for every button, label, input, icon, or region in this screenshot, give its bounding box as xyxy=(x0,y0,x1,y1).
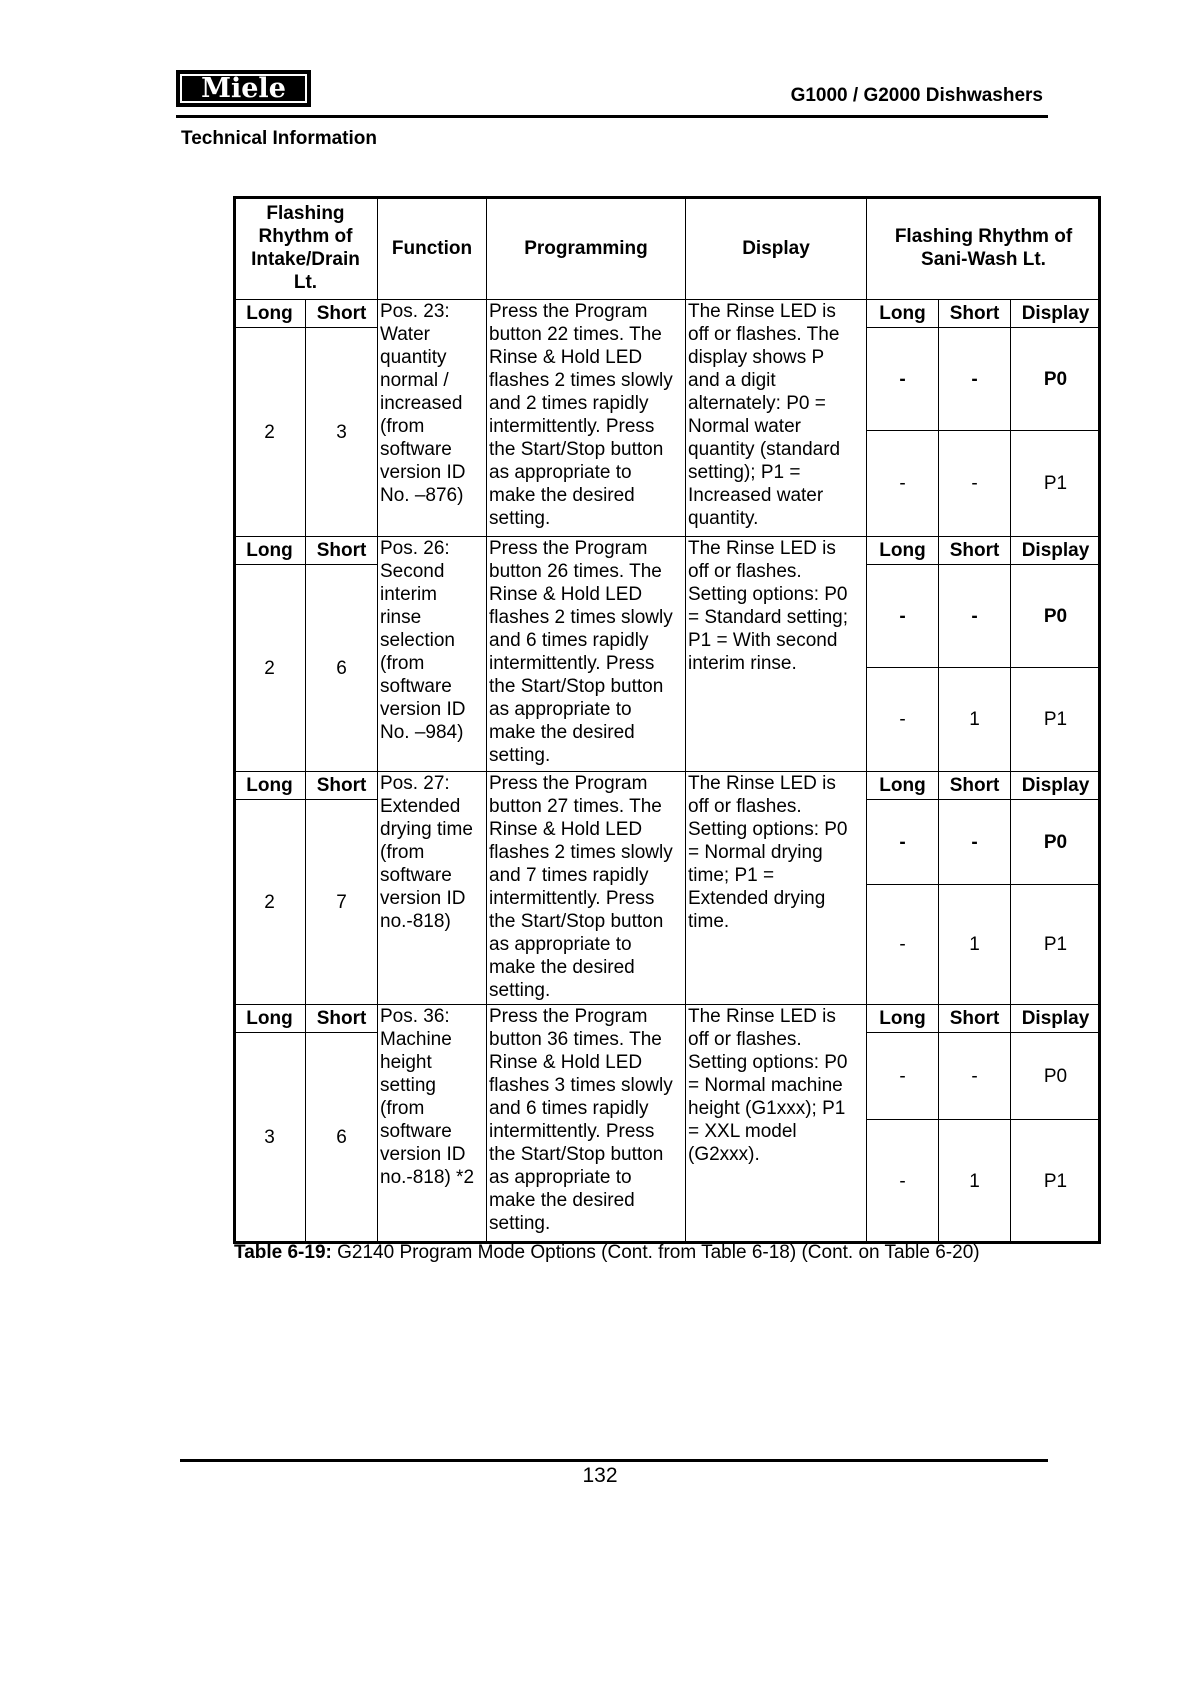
intake-long-label: Long xyxy=(233,299,306,328)
footer-rule xyxy=(180,1459,1048,1462)
intake-short-label: Short xyxy=(305,536,378,565)
saniwash-row-long: - xyxy=(866,430,939,537)
intake-short-value: 6 xyxy=(305,1032,378,1243)
saniwash-row-long: - xyxy=(866,884,939,1005)
col-header-programming: Programming xyxy=(486,196,686,300)
saniwash-display-label: Display xyxy=(1010,1004,1101,1033)
saniwash-row-display: P1 xyxy=(1010,884,1101,1005)
saniwash-short-label: Short xyxy=(938,299,1011,328)
saniwash-long-label: Long xyxy=(866,299,939,328)
saniwash-display-label: Display xyxy=(1010,299,1101,328)
intake-short-value: 6 xyxy=(305,564,378,772)
programming-cell: Press the Program button 27 times. The Rinse & Hold LED flashes 2 times slowly and 7 times rapidly intermittently. Press the Start/Stop button as appropriate to make the desired setting. xyxy=(486,771,686,1005)
caption-label: Table 6-19: xyxy=(234,1242,332,1263)
col-header-saniwash: Flashing Rhythm of Sani-Wash Lt. xyxy=(866,196,1101,300)
function-cell: Pos. 27: Extended drying time (from software version ID no.-818) xyxy=(377,771,487,1005)
saniwash-row-short: - xyxy=(938,1032,1011,1120)
intake-long-value: 2 xyxy=(233,327,306,537)
logo-text: Miele xyxy=(180,74,307,103)
saniwash-long-label: Long xyxy=(866,1004,939,1033)
programming-cell: Press the Program button 22 times. The Rinse & Hold LED flashes 2 times slowly and 2 times rapidly intermittently. Press the Start/Stop button as appropriate to make the desired setting. xyxy=(486,299,686,537)
saniwash-short-label: Short xyxy=(938,1004,1011,1033)
saniwash-row-long: - xyxy=(866,1119,939,1243)
header-rule xyxy=(176,115,1048,118)
intake-short-value: 7 xyxy=(305,799,378,1005)
saniwash-long-label: Long xyxy=(866,771,939,800)
saniwash-row-display: P1 xyxy=(1010,430,1101,537)
display-cell: The Rinse LED is off or flashes. Setting options: P0 = Normal machine height (G1xxx); P1 = XXL model (G2xxx). xyxy=(685,1004,867,1243)
table-caption xyxy=(234,1242,980,1264)
programming-cell: Press the Program button 36 times. The Rinse & Hold LED flashes 3 times slowly and 6 times rapidly intermittently. Press the Start/Stop button as appropriate to make the desired setting. xyxy=(486,1004,686,1243)
intake-long-label: Long xyxy=(233,1004,306,1033)
col-header-function: Function xyxy=(377,196,487,300)
saniwash-row-long: - xyxy=(866,327,939,431)
saniwash-row-long: - xyxy=(866,564,939,668)
saniwash-long-label: Long xyxy=(866,536,939,565)
saniwash-short-label: Short xyxy=(938,771,1011,800)
saniwash-short-label: Short xyxy=(938,536,1011,565)
intake-long-value: 2 xyxy=(233,799,306,1005)
page-number: 132 xyxy=(582,1464,618,1487)
display-cell: The Rinse LED is off or flashes. Setting options: P0 = Normal drying time; P1 = Extended drying time. xyxy=(685,771,867,1005)
program-mode-table xyxy=(233,196,1101,1244)
intake-long-value: 2 xyxy=(233,564,306,772)
display-cell: The Rinse LED is off or flashes. Setting options: P0 = Standard setting; P1 = With second interim rinse. xyxy=(685,536,867,772)
saniwash-display-label: Display xyxy=(1010,536,1101,565)
intake-short-label: Short xyxy=(305,299,378,328)
intake-short-label: Short xyxy=(305,771,378,800)
document-title: G1000 / G2000 Dishwashers xyxy=(790,85,1043,106)
saniwash-row-short: - xyxy=(938,327,1011,431)
function-cell: Pos. 26: Second interim rinse selection (from software version ID No. –984) xyxy=(377,536,487,772)
saniwash-row-display: P0 xyxy=(1010,1032,1101,1120)
intake-short-label: Short xyxy=(305,1004,378,1033)
function-cell: Pos. 23: Water quantity normal / increased (from software version ID No. –876) xyxy=(377,299,487,537)
col-header-intake: Flashing Rhythm of Intake/Drain Lt. xyxy=(233,196,378,300)
saniwash-row-short: 1 xyxy=(938,884,1011,1005)
section-title: Technical Information xyxy=(181,128,378,149)
function-cell: Pos. 36: Machine height setting (from software version ID no.-818) *2 xyxy=(377,1004,487,1243)
intake-short-value: 3 xyxy=(305,327,378,537)
programming-cell: Press the Program button 26 times. The Rinse & Hold LED flashes 2 times slowly and 6 times rapidly intermittently. Press the Start/Stop button as appropriate to make the desired setting. xyxy=(486,536,686,772)
saniwash-row-display: P1 xyxy=(1010,667,1101,772)
saniwash-row-short: 1 xyxy=(938,667,1011,772)
saniwash-row-short: - xyxy=(938,430,1011,537)
saniwash-row-display: P0 xyxy=(1010,327,1101,431)
saniwash-row-long: - xyxy=(866,667,939,772)
saniwash-row-short: - xyxy=(938,564,1011,668)
saniwash-row-short: - xyxy=(938,799,1011,885)
saniwash-row-display: P0 xyxy=(1010,799,1101,885)
intake-long-value: 3 xyxy=(233,1032,306,1243)
intake-long-label: Long xyxy=(233,771,306,800)
intake-long-label: Long xyxy=(233,536,306,565)
saniwash-row-display: P0 xyxy=(1010,564,1101,668)
saniwash-row-display: P1 xyxy=(1010,1119,1101,1243)
display-cell: The Rinse LED is off or flashes. The display shows P and a digit alternately: P0 = Normal water quantity (standard setting); P1 = Increased water quantity. xyxy=(685,299,867,537)
saniwash-row-short: 1 xyxy=(938,1119,1011,1243)
caption-text: G2140 Program Mode Options (Cont. from Table 6-18) (Cont. on Table 6-20) xyxy=(331,1242,980,1263)
saniwash-display-label: Display xyxy=(1010,771,1101,800)
saniwash-row-long: - xyxy=(866,1032,939,1120)
saniwash-row-long: - xyxy=(866,799,939,885)
miele-logo xyxy=(176,70,311,107)
col-header-display: Display xyxy=(685,196,867,300)
